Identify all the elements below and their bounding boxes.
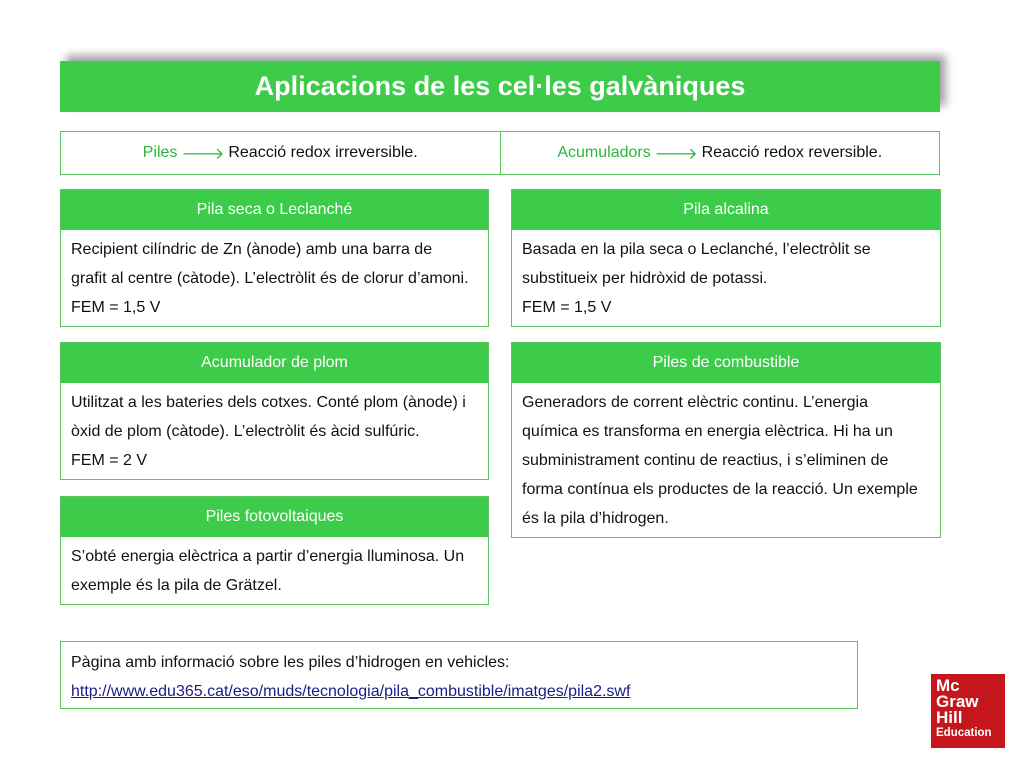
card-line: Recipient cilíndric de Zn (ànode) amb una barra de [71, 241, 433, 258]
card-plom [60, 342, 489, 480]
card-line: és la pila d’hidrogen. [522, 510, 669, 527]
card-body [61, 230, 488, 326]
logo-line: Mc [936, 676, 960, 695]
definition-acumuladors [500, 132, 940, 174]
card-body [61, 383, 488, 479]
card-fotovoltaiques [60, 496, 489, 605]
slide-title: Aplicacions de les cel·les galvàniques [60, 61, 940, 112]
card-line: Generadors de corrent elèctric continu. L’energia [522, 394, 868, 411]
card-line: grafit al centre (càtode). L’electròlit és de clorur d’amoni. [71, 270, 469, 287]
definition-term: Acumuladors [557, 144, 651, 161]
card-line: S’obté energia elèctrica a partir d’energia lluminosa. Un [71, 548, 465, 565]
hydrogen-vehicles-link[interactable]: http://www.edu365.cat/eso/muds/tecnologia/pila_combustible/imatges/pila2.swf [71, 683, 631, 700]
logo-line: Graw [936, 692, 979, 711]
card-leclanche [60, 189, 489, 327]
logo-line: Hill [936, 708, 963, 727]
card-line: FEM = 2 V [71, 452, 148, 469]
link-description: Pàgina amb informació sobre les piles d’hidrogen en vehicles: [71, 654, 510, 671]
card-line: òxid de plom (càtode). L’electròlit és àcid sulfúric. [71, 423, 420, 440]
card-alcalina [511, 189, 941, 327]
definitions-table [60, 131, 940, 175]
card-body [512, 230, 940, 326]
mcgraw-hill-logo [931, 674, 1005, 748]
card-heading: Acumulador de plom [61, 343, 488, 383]
definition-text: Reacció redox reversible. [701, 144, 883, 161]
logo-line: Education [936, 727, 992, 739]
definition-term: Piles [142, 144, 178, 161]
arrow-right-icon: 🡒 [654, 145, 698, 163]
card-line: Utilitzat a les bateries dels cotxes. Conté plom (ànode) i [71, 394, 466, 411]
card-body [512, 383, 940, 537]
card-line: exemple és la pila de Grätzel. [71, 577, 282, 594]
arrow-right-icon: 🡒 [181, 145, 225, 163]
card-heading: Piles de combustible [512, 343, 940, 383]
card-heading: Pila alcalina [512, 190, 940, 230]
card-heading: Piles fotovoltaiques [61, 497, 488, 537]
card-line: forma contínua els productes de la reacció. Un exemple [522, 481, 918, 498]
link-info-box [60, 641, 858, 709]
card-line: FEM = 1,5 V [71, 299, 161, 316]
card-line: Basada en la pila seca o Leclanché, l’electròlit se [522, 241, 871, 258]
card-line: química es transforma en energia elèctrica. Hi ha un [522, 423, 893, 440]
definition-piles [61, 132, 500, 174]
card-line: substitueix per hidròxid de potassi. [522, 270, 768, 287]
card-line: subministrament continu de reactius, i s’eliminen de [522, 452, 889, 469]
definition-text: Reacció redox irreversible. [228, 144, 418, 161]
card-combustible [511, 342, 941, 538]
card-heading: Pila seca o Leclanché [61, 190, 488, 230]
card-line: FEM = 1,5 V [522, 299, 612, 316]
card-body [61, 537, 488, 604]
